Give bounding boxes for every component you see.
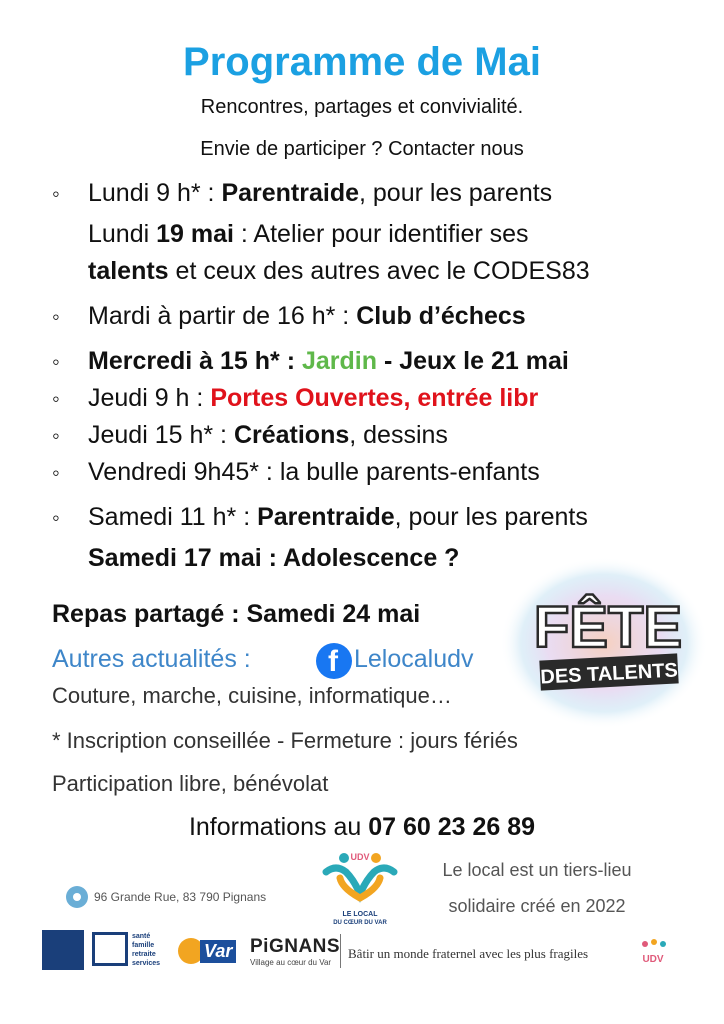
samedi-adolescence: Samedi 17 mai : Adolescence ? [88, 544, 460, 572]
phone-number[interactable]: 07 60 23 26 89 [368, 813, 536, 841]
autres-label: Autres actualités : [52, 645, 251, 673]
list-item-vendredi [52, 455, 692, 490]
lundi-talents [88, 254, 692, 289]
samedi-time: Samedi 11 h* : [88, 503, 258, 531]
page-title: Programme de Mai [183, 40, 541, 84]
jeudi1-portes: Portes Ouvertes, entrée libr [210, 384, 539, 412]
lundi-talents-word: talents [88, 257, 169, 285]
tiers-lieu-text [412, 852, 662, 924]
facebook-link[interactable]: Lelocaludv [354, 645, 474, 673]
msa-line-3: retraite [132, 951, 156, 958]
institution-logo [42, 930, 84, 970]
mardi-club: Club d’échecs [356, 302, 526, 330]
vendredi-text: Vendredi 9h45* : la bulle parents-enfants [88, 458, 540, 486]
jeudi1-time: Jeudi 9 h : [88, 384, 211, 412]
lundi-desc: , pour les parents [359, 179, 553, 207]
jeudi2-time: Jeudi 15 h* : [88, 421, 234, 449]
msa-logo [92, 930, 172, 970]
udv-logo-bottom-1: LE LOCAL [342, 911, 378, 918]
facebook-icon[interactable]: f [316, 643, 352, 679]
lundi-parentraide: Parentraide [221, 179, 359, 207]
contact-line: Envie de participer ? Contacter nous [200, 138, 524, 160]
var-logo [178, 930, 244, 970]
list-item-lundi [52, 176, 692, 289]
subtitle: Rencontres, partages et convivialité. [200, 96, 524, 118]
inscription-note: * Inscription conseillée - Fermeture : jours fériés [52, 728, 518, 753]
pignans-logo-sub: Village au cœur du Var [250, 958, 332, 967]
msa-line-1: santé [132, 933, 151, 940]
list-item-jeudi-1 [52, 381, 692, 416]
jeudi2-desc: , dessins [349, 421, 448, 449]
mercredi-time: Mercredi à 15 h* : [88, 347, 302, 375]
address: 96 Grande Rue, 83 790 Pignans [94, 890, 267, 904]
tiers-lieu-line-2: solidaire créé en 2022 [448, 896, 626, 916]
list-item-mardi [52, 299, 692, 334]
var-logo-text: Var [200, 940, 236, 963]
list-item-jeudi-2 [52, 418, 692, 453]
jeudi2-creations: Créations [233, 421, 350, 449]
repas-partage: Repas partagé : Samedi 24 mai [52, 600, 421, 628]
footer-logos [40, 930, 680, 974]
lundi-talents-desc: et ceux des autres avec le CODES83 [168, 257, 590, 285]
lundi-atelier [88, 217, 692, 252]
lundi-atelier-desc: : Atelier pour identifier ses [233, 220, 529, 248]
informations-label: Informations au [188, 813, 369, 841]
msa-line-4: services [132, 960, 161, 967]
fete-des-talents-logo [496, 555, 706, 730]
mardi-time: Mardi à partir de 16 h* : [88, 302, 357, 330]
location-pin-icon [66, 886, 88, 908]
activities-text: Couture, marche, cuisine, informatique… [52, 683, 452, 708]
udv-logo [312, 838, 408, 930]
lundi-time: Lundi 9 h* : [88, 179, 222, 207]
pignans-logo [250, 930, 340, 970]
samedi-desc: , pour les parents [394, 503, 588, 531]
mercredi-jeux: - Jeux le 21 mai [377, 347, 569, 375]
msa-logo-text [132, 932, 160, 968]
msa-logo-mark [92, 932, 128, 966]
udv-mini-logo [636, 936, 670, 966]
samedi-parentraide: Parentraide [257, 503, 395, 531]
fete-word: FÊTE [533, 595, 683, 660]
list-item-mercredi [52, 344, 692, 379]
mercredi-jardin: Jardin [301, 347, 378, 375]
lundi-atelier-date: 19 mai [156, 220, 234, 248]
udv-logo-bottom-2: DU CŒUR DU VAR [333, 920, 387, 926]
lundi-atelier-day: Lundi [88, 220, 157, 248]
footer-slogan: Bâtir un monde fraternel avec les plus fragiles [348, 946, 589, 961]
pignans-logo-text: PiGNANS [250, 936, 341, 957]
udv-mini-text: UDV [642, 954, 664, 965]
footer-divider [340, 934, 341, 968]
des-talents-word: DES TALENTS [539, 659, 679, 689]
program-list [52, 176, 692, 576]
msa-line-2: famille [132, 942, 155, 949]
participation-note: Participation libre, bénévolat [52, 771, 329, 796]
tiers-lieu-line-1: Le local est un tiers-lieu [442, 860, 632, 880]
udv-logo-top: UDV [350, 852, 370, 862]
